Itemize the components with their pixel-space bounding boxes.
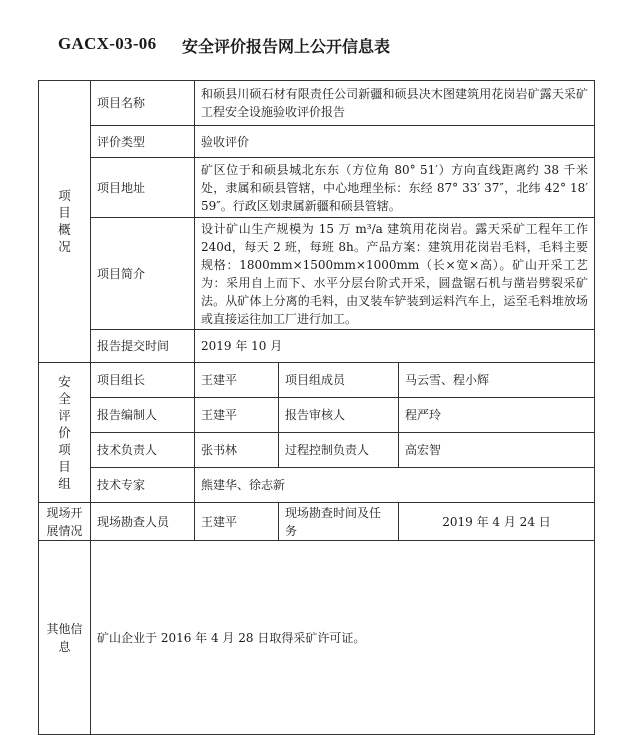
overview-section-cell xyxy=(39,81,91,363)
site-section-label: 现场开展情况 xyxy=(39,503,91,541)
other-info-value: 矿山企业于 2016 年 4 月 28 日取得采矿许可证。 xyxy=(91,541,595,735)
row-other xyxy=(39,541,595,735)
document-title: 安全评价报告网上公开信息表 xyxy=(182,37,391,56)
inspector-value: 王建平 xyxy=(195,503,279,541)
tech-lead-label: 技术负责人 xyxy=(91,433,195,468)
team-section-cell xyxy=(39,363,91,503)
address-value: 矿区位于和硕县城北东东（方位角 80° 51′）方向直线距离约 38 千米处，隶属和硕县管辖，中心地理坐标：东经 87° 33′ 37″，北纬 42° 18′ 59″。行政区划隶属新疆和硕县管辖。 xyxy=(195,158,595,218)
row-site xyxy=(39,503,595,541)
row-eval-type xyxy=(39,126,595,158)
submit-time-value: 2019 年 10 月 xyxy=(195,330,595,363)
document-code: GACX-03-06 xyxy=(58,34,157,53)
experts-label: 技术专家 xyxy=(91,468,195,503)
leader-label: 项目组长 xyxy=(91,363,195,398)
author-label: 报告编制人 xyxy=(91,398,195,433)
leader-value: 王建平 xyxy=(195,363,279,398)
process-lead-label: 过程控制负责人 xyxy=(279,433,399,468)
document-header xyxy=(0,0,620,80)
project-name-label: 项目名称 xyxy=(91,81,195,126)
address-label: 项目地址 xyxy=(91,158,195,218)
eval-type-label: 评价类型 xyxy=(91,126,195,158)
submit-time-label: 报告提交时间 xyxy=(91,330,195,363)
row-experts xyxy=(39,468,595,503)
eval-type-value: 验收评价 xyxy=(195,126,595,158)
row-address xyxy=(39,158,595,218)
experts-value: 熊建华、徐志新 xyxy=(195,468,595,503)
intro-value: 设计矿山生产规模为 15 万 m³/a 建筑用花岗岩。露天采矿工程年工作 240d，每天 2 班，每班 8h。产品方案：建筑用花岗岩毛料，毛料主要规格：1800mm×1500mm×1000mm（长×宽×高）。矿山开采工艺为：采用自上而下、水平分层台阶式开采，圆盘锯石机与凿岩劈裂采矿法。从矿体上分离的毛料，由叉装车铲装到运料汽车上，运至毛料堆放场或直接运往加工厂进行加工。 xyxy=(195,218,595,330)
row-leader xyxy=(39,363,595,398)
other-section-label: 其他信息 xyxy=(39,541,91,735)
row-submit-time xyxy=(39,330,595,363)
row-project-name xyxy=(39,81,595,126)
row-intro xyxy=(39,218,595,330)
info-table xyxy=(38,80,595,735)
members-value: 马云雪、程小辉 xyxy=(399,363,595,398)
tech-lead-value: 张书林 xyxy=(195,433,279,468)
author-value: 王建平 xyxy=(195,398,279,433)
inspector-label: 现场勘查人员 xyxy=(91,503,195,541)
team-section-label: 安全评价项目组 xyxy=(58,373,71,491)
overview-section-label: 项目概况 xyxy=(58,188,71,254)
reviewer-value: 程严玲 xyxy=(399,398,595,433)
process-lead-value: 高宏智 xyxy=(399,433,595,468)
reviewer-label: 报告审核人 xyxy=(279,398,399,433)
intro-label: 项目简介 xyxy=(91,218,195,330)
members-label: 项目组成员 xyxy=(279,363,399,398)
project-name-value: 和硕县川硕石材有限责任公司新疆和硕县决木图建筑用花岗岩矿露天采矿工程安全设施验收评价报告 xyxy=(195,81,595,126)
row-tech-lead xyxy=(39,433,595,468)
row-author xyxy=(39,398,595,433)
site-time-value: 2019 年 4 月 24 日 xyxy=(399,503,595,541)
site-time-label: 现场勘查时间及任务 xyxy=(279,503,399,541)
